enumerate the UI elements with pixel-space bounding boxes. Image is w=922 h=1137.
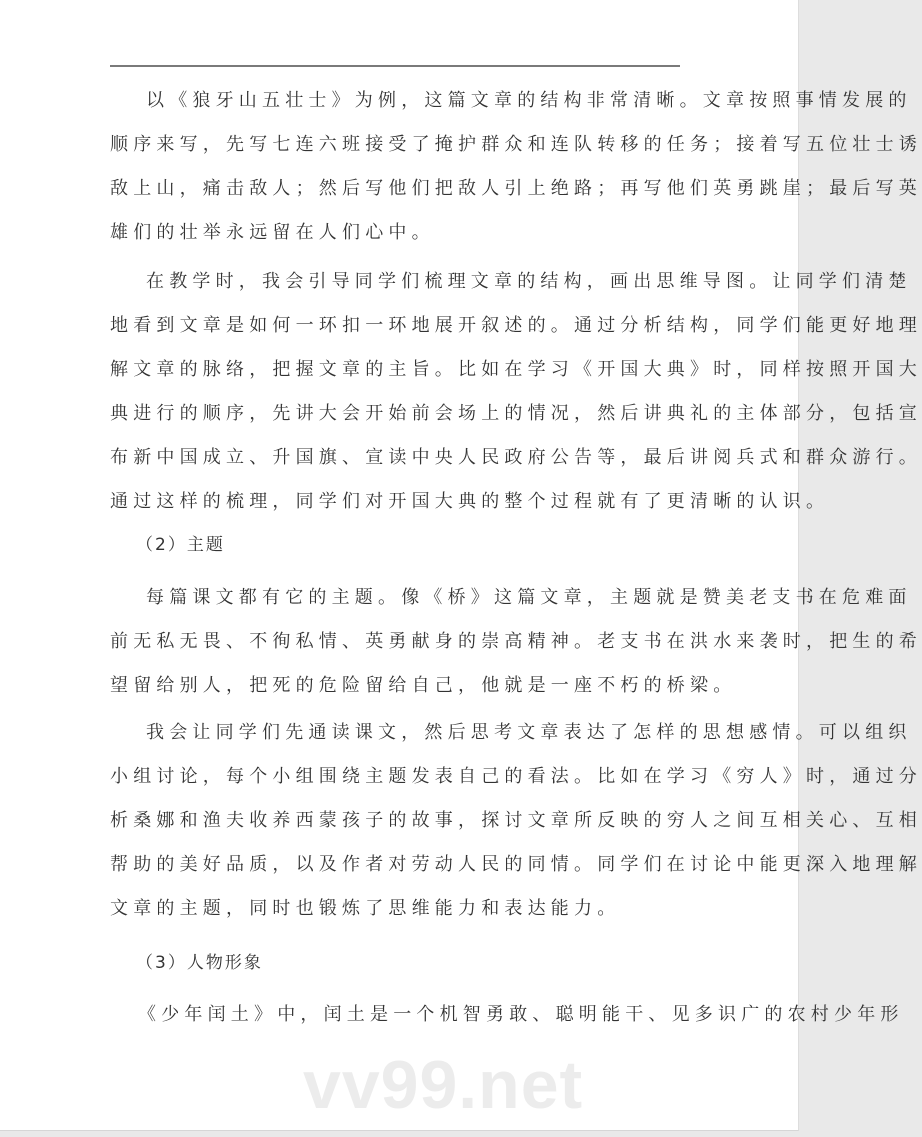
heading-text: （3）人物形象 (136, 953, 263, 973)
section-heading-theme (110, 523, 676, 567)
text-line: 敌上山，痛击敌人；然后写他们把敌人引上绝路；再写他们英勇跳崖；最后写英 (110, 178, 922, 199)
text-line: 我会让同学们先通读课文，然后思考文章表达了怎样的思想感情。可以组织 (146, 722, 912, 743)
text-line: 典进行的顺序，先讲大会开始前会场上的情况，然后讲典礼的主体部分，包括宣 (110, 403, 922, 424)
text-line: 前无私无畏、不徇私情、英勇献身的崇高精神。老支书在洪水来袭时，把生的希 (110, 631, 922, 652)
text-line: 文章的主题，同时也锻炼了思维能力和表达能力。 (110, 898, 621, 919)
paragraph-characters (110, 993, 904, 1037)
text-line: 析桑娜和渔夫收养西蒙孩子的故事，探讨文章所反映的穷人之间互相关心、互相 (110, 810, 922, 831)
header-rule (110, 65, 680, 67)
section-heading-characters (110, 941, 676, 985)
text-line: 《少年闰土》中，闰土是一个机智勇敢、聪明能干、见多识广的农村少年形 (138, 1004, 904, 1025)
paragraph-theme-teaching (110, 711, 922, 931)
text-line: 地看到文章是如何一环扣一环地展开叙述的。通过分析结构，同学们能更好地理 (110, 315, 922, 336)
text-line: 每篇课文都有它的主题。像《桥》这篇文章，主题就是赞美老支书在危难面 (146, 587, 912, 608)
text-line: 帮助的美好品质，以及作者对劳动人民的同情。同学们在讨论中能更深入地理解 (110, 854, 922, 875)
text-line: 顺序来写，先写七连六班接受了掩护群众和连队转移的任务；接着写五位壮士诱 (110, 134, 922, 155)
paragraph-structure-example (110, 79, 922, 255)
text-line: 通过这样的梳理，同学们对开国大典的整个过程就有了更清晰的认识。 (110, 491, 830, 512)
text-line: 以《狼牙山五壮士》为例，这篇文章的结构非常清晰。文章按照事情发展的 (146, 90, 912, 111)
text-line: 解文章的脉络，把握文章的主旨。比如在学习《开国大典》时，同样按照开国大 (110, 359, 922, 380)
text-line: 小组讨论，每个小组围绕主题发表自己的看法。比如在学习《穷人》时，通过分 (110, 766, 922, 787)
watermark: vv99.net (303, 1047, 584, 1123)
text-line: 在教学时，我会引导同学们梳理文章的结构，画出思维导图。让同学们清楚 (146, 271, 912, 292)
paragraph-theme (110, 576, 922, 708)
text-line: 布新中国成立、升国旗、宣读中央人民政府公告等，最后讲阅兵式和群众游行。 (110, 447, 922, 468)
heading-text: （2）主题 (136, 535, 225, 555)
text-line: 望留给别人，把死的危险留给自己，他就是一座不朽的桥梁。 (110, 675, 737, 696)
paragraph-teaching-structure (110, 260, 922, 524)
text-line: 雄们的壮举永远留在人们心中。 (110, 222, 435, 243)
